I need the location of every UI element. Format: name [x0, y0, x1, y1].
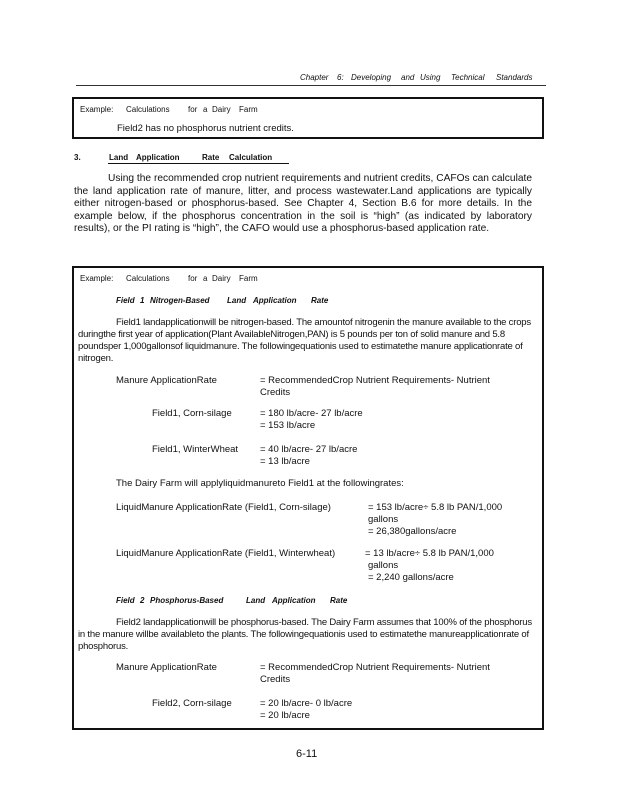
- example-title-word: a: [203, 274, 208, 283]
- page-number: 6-11: [296, 748, 318, 760]
- example-title-word: Farm: [239, 105, 258, 114]
- field1-title-word: Application: [253, 296, 297, 305]
- liquid-rate-line: gallons: [368, 560, 399, 571]
- calc-row-label: Field2, Corn-silage: [152, 698, 232, 709]
- liquid-rate-label: LiquidManure ApplicationRate (Field1, Corn-silage): [116, 502, 331, 513]
- header-word: Chapter: [300, 73, 329, 82]
- field1-title-word: Land: [227, 296, 247, 305]
- field1-title-word: Rate: [311, 296, 329, 305]
- field1-title-word: Nitrogen-Based: [150, 296, 210, 305]
- section-title-word: Application: [136, 153, 180, 162]
- section-title-underline: [108, 163, 289, 164]
- liquid-rate-result: = 2,240 gallons/acre: [368, 572, 454, 583]
- header-rule: [76, 85, 546, 86]
- example-label: Example:: [80, 274, 114, 283]
- field1-paragraph: Field1 landapplicationwill be nitrogen-based. The amountof nitrogenin the manure available to the crops duringthe first year of application(Plant AvailableNitrogen,PAN) is 5 pounds per ton of solid manure and 5.8 poundsper 1,000gallonsof liquidmanure. The followingequationis used to estimatethe manure applicationrate of nitrogen.: [78, 317, 531, 364]
- calc-row-result: = 20 lb/acre: [260, 710, 310, 721]
- liquid-rate-line: gallons: [368, 514, 399, 525]
- liquid-intro: The Dairy Farm will applyliquidmanureto Field1 at the followingrates:: [116, 478, 404, 489]
- section-title-word: Rate: [202, 153, 220, 162]
- equation-label: Manure ApplicationRate: [116, 375, 217, 386]
- field1-title-word: Field: [116, 296, 135, 305]
- field2-title-word: Phosphorus-Based: [150, 596, 224, 605]
- example-title-word: Calculations: [126, 105, 170, 114]
- section-title-word: Calculation: [229, 153, 273, 162]
- calc-row-result: = 153 lb/acre: [260, 420, 316, 431]
- example-title-word: Calculations: [126, 274, 170, 283]
- header-word: and: [401, 73, 415, 82]
- calc-row-line: = 40 lb/acre- 27 lb/acre: [260, 444, 358, 455]
- field2-title-word: Land: [246, 596, 266, 605]
- section-title-word: Land: [109, 153, 129, 162]
- liquid-rate-result: = 26,380gallons/acre: [368, 526, 457, 537]
- field2-title-word: Rate: [330, 596, 348, 605]
- example-text: Field2 has no phosphorus nutrient credits.: [117, 123, 294, 134]
- example-title-word: Dairy: [212, 274, 231, 283]
- example-box-1: [72, 97, 544, 139]
- header-word: Standards: [496, 73, 533, 82]
- field2-title-word: Field: [116, 596, 135, 605]
- calc-row-line: = 180 lb/acre- 27 lb/acre: [260, 408, 363, 419]
- example-title-word: for: [188, 274, 198, 283]
- section-number: 3.: [74, 153, 81, 162]
- liquid-rate-line: = 13 lb/acre÷ 5.8 lb PAN/1,000: [365, 548, 494, 559]
- equation-value: = RecommendedCrop Nutrient Requirements- Nutrient Credits: [260, 662, 490, 685]
- calc-row-label: Field1, Corn-silage: [152, 408, 232, 419]
- example-label: Example:: [80, 105, 114, 114]
- field2-title-word: 2: [140, 596, 145, 605]
- equation-value: = RecommendedCrop Nutrient Requirements- Nutrient Credits: [260, 375, 490, 398]
- example-box-2: [72, 266, 544, 730]
- section-paragraph: Using the recommended crop nutrient requirements and nutrient credits, CAFOs can calculate the land application rate of manure, litter, and process wastewater.Land applications are typically either nitrogen-based or phosphorus-based. See Chapter 4, Section B.6 for more details. In the example below, if the phosphorus concentration in the soil is “high” (as indicated by laboratory results), or the PI rating is “high”, the CAFO would use a phosphorus-based application rate.: [74, 173, 532, 234]
- field2-paragraph: Field2 landapplicationwill be phosphorus-based. The Dairy Farm assumes that 100% of the phosphorus in the manure willbe availableto the plants. The followingequationis used to estimatethe manureapplicationrate of phosphorus.: [78, 617, 532, 652]
- example-title-word: Dairy: [212, 105, 231, 114]
- liquid-rate-label: LiquidManure ApplicationRate (Field1, Winterwheat): [116, 548, 336, 559]
- field1-title-word: 1: [140, 296, 145, 305]
- calc-row-label: Field1, WinterWheat: [152, 444, 239, 455]
- field2-title-word: Application: [272, 596, 316, 605]
- calc-row-line: = 20 lb/acre- 0 lb/acre: [260, 698, 353, 709]
- example-title-word: a: [203, 105, 208, 114]
- header-word: Developing: [351, 73, 392, 82]
- header-word: Technical: [451, 73, 485, 82]
- calc-row-result: = 13 lb/acre: [260, 456, 310, 467]
- header-word: Using: [420, 73, 441, 82]
- equation-label: Manure ApplicationRate: [116, 662, 217, 673]
- header-word: 6:: [337, 73, 344, 82]
- liquid-rate-line: = 153 lb/acre÷ 5.8 lb PAN/1,000: [368, 502, 503, 513]
- example-title-word: for: [188, 105, 198, 114]
- example-title-word: Farm: [239, 274, 258, 283]
